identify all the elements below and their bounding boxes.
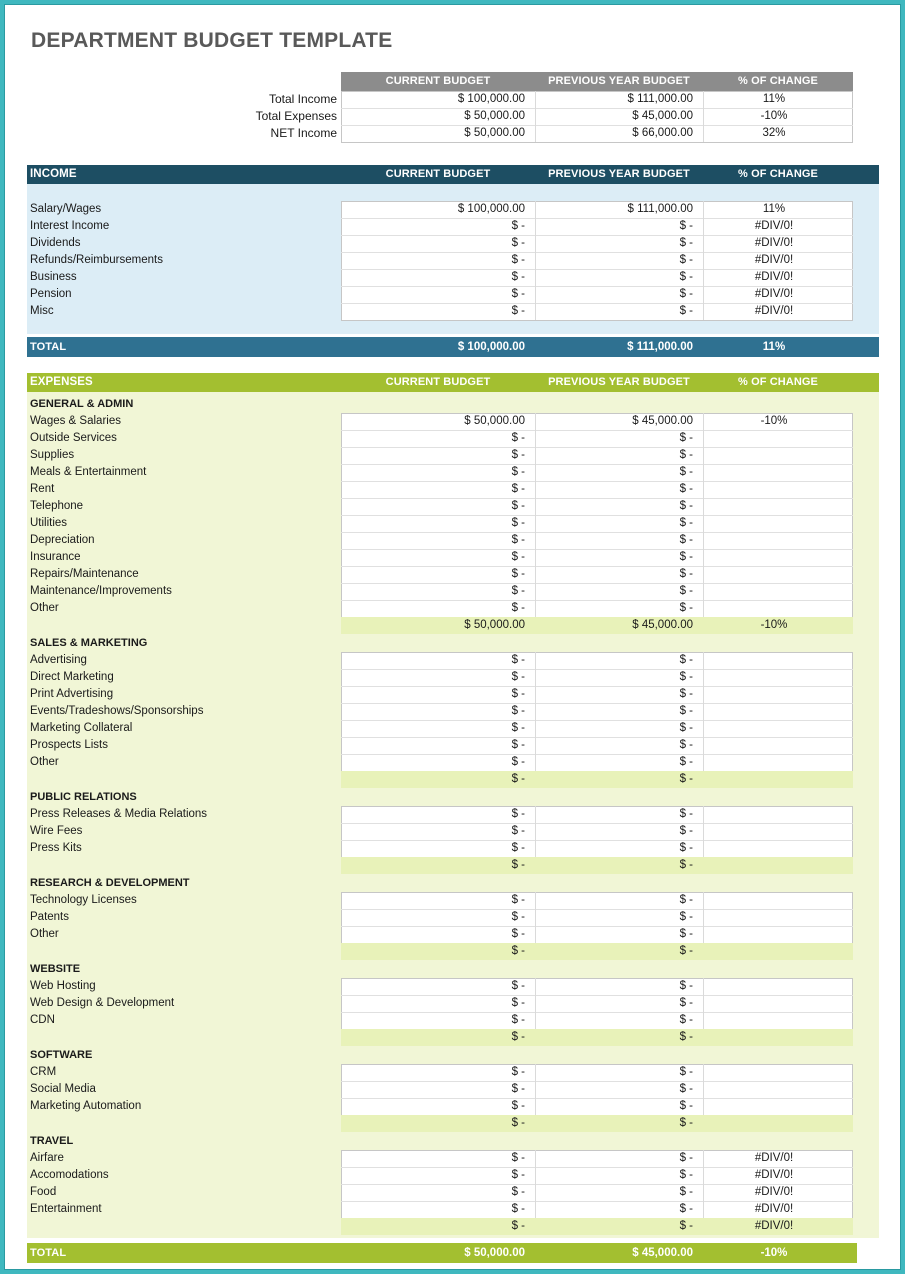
previous-budget-cell[interactable]: $ -: [679, 1100, 693, 1112]
expense-row-label: Print Advertising: [30, 688, 114, 700]
percent-change-cell: -10%: [760, 1247, 788, 1259]
expense-category-heading: PUBLIC RELATIONS: [30, 791, 137, 803]
current-budget-cell[interactable]: $ -: [511, 1066, 525, 1078]
expense-row-label: Accomodations: [30, 1169, 109, 1181]
percent-change-cell: [703, 720, 845, 737]
previous-budget-cell[interactable]: $ -: [679, 1014, 693, 1026]
previous-budget-cell[interactable]: $ -: [679, 705, 693, 717]
income-row-label: Refunds/Reimbursements: [30, 254, 163, 266]
current-budget-cell[interactable]: $ -: [511, 237, 525, 249]
percent-change-cell: #DIV/0!: [754, 288, 794, 300]
percent-change-cell: [703, 515, 845, 532]
previous-budget-cell[interactable]: $ -: [679, 1169, 693, 1181]
expense-category-heading: WEBSITE: [30, 963, 81, 975]
income-row-label: Salary/Wages: [30, 203, 102, 215]
percent-change-cell: [703, 549, 845, 566]
column-header-previous: PREVIOUS YEAR BUDGET: [548, 75, 690, 87]
percent-change-cell: [703, 652, 845, 669]
previous-budget-cell[interactable]: $ -: [679, 237, 693, 249]
column-header-previous: PREVIOUS YEAR BUDGET: [548, 376, 690, 388]
current-budget-cell[interactable]: $ -: [511, 305, 525, 317]
current-budget-cell: $ -: [511, 859, 525, 871]
column-header-previous: PREVIOUS YEAR BUDGET: [548, 168, 690, 180]
current-budget-cell[interactable]: $ -: [511, 500, 525, 512]
percent-change-cell: 11%: [762, 341, 786, 353]
expense-category-heading: SALES & MARKETING: [30, 637, 148, 649]
current-budget-cell[interactable]: $ -: [511, 517, 525, 529]
percent-change-cell: [703, 1081, 845, 1098]
expense-row-label: Web Hosting: [30, 980, 96, 992]
expense-category-heading: RESEARCH & DEVELOPMENT: [30, 877, 190, 889]
current-budget-cell[interactable]: $ -: [511, 739, 525, 751]
previous-budget-cell[interactable]: $ -: [679, 1152, 693, 1164]
income-row-label: Dividends: [30, 237, 81, 249]
previous-budget-cell[interactable]: $ -: [679, 1186, 693, 1198]
current-budget-cell[interactable]: $ -: [511, 997, 525, 1009]
current-budget-cell[interactable]: $ -: [511, 568, 525, 580]
expense-row-label: Other: [30, 756, 59, 768]
expense-row-label: Utilities: [30, 517, 68, 529]
previous-budget-cell: $ -: [679, 1220, 693, 1232]
column-header-current: CURRENT BUDGET: [385, 75, 491, 87]
current-budget-cell[interactable]: $ -: [511, 911, 525, 923]
percent-change-cell: [703, 669, 845, 686]
current-budget-cell[interactable]: $ -: [511, 466, 525, 478]
column-header-change: % OF CHANGE: [738, 376, 818, 388]
previous-budget-cell: $ 45,000.00: [632, 619, 693, 631]
current-budget-cell[interactable]: $ -: [511, 585, 525, 597]
percent-change-cell: 11%: [762, 93, 786, 105]
expense-row-label: Entertainment: [30, 1203, 102, 1215]
percent-change-cell: [703, 892, 845, 909]
previous-budget-cell: $ -: [679, 859, 693, 871]
previous-budget-cell[interactable]: $ -: [679, 483, 693, 495]
percent-change-cell: #DIV/0!: [754, 1220, 794, 1232]
previous-budget-cell[interactable]: $ -: [679, 517, 693, 529]
previous-budget-cell[interactable]: $ -: [679, 585, 693, 597]
percent-change-cell: -10%: [760, 415, 788, 427]
previous-budget-cell[interactable]: $ -: [679, 825, 693, 837]
percent-change-cell: [703, 583, 845, 600]
previous-budget-cell[interactable]: $ 111,000.00: [627, 93, 693, 105]
current-budget-cell[interactable]: $ -: [511, 756, 525, 768]
percent-change-cell: #DIV/0!: [754, 254, 794, 266]
current-budget-cell[interactable]: $ 50,000.00: [464, 110, 525, 122]
previous-budget-cell[interactable]: $ -: [679, 980, 693, 992]
expense-row-label: Marketing Collateral: [30, 722, 133, 734]
previous-budget-cell[interactable]: $ 45,000.00: [632, 110, 693, 122]
current-budget-cell[interactable]: $ -: [511, 449, 525, 461]
previous-budget-cell[interactable]: $ -: [679, 654, 693, 666]
summary-row-label: Total Income: [268, 92, 337, 106]
current-budget-cell[interactable]: $ -: [511, 1169, 525, 1181]
previous-budget-cell: $ -: [679, 1031, 693, 1043]
income-row-label: Business: [30, 271, 77, 283]
percent-change-cell: [703, 978, 845, 995]
current-budget-cell[interactable]: $ 100,000.00: [457, 203, 525, 215]
current-budget-cell[interactable]: $ -: [511, 1083, 525, 1095]
summary-row-label: NET Income: [270, 126, 337, 140]
expense-row-label: Wages & Salaries: [30, 415, 121, 427]
percent-change-cell: 11%: [762, 203, 786, 215]
percent-change-cell: #DIV/0!: [754, 237, 794, 249]
expense-category-heading: SOFTWARE: [30, 1049, 93, 1061]
previous-budget-cell[interactable]: $ -: [679, 288, 693, 300]
current-budget-cell: $ -: [511, 945, 525, 957]
income-section-title: INCOME: [30, 168, 77, 180]
percent-change-cell: [703, 823, 845, 840]
percent-change-cell: [703, 703, 845, 720]
previous-budget-cell[interactable]: $ -: [679, 928, 693, 940]
previous-budget-cell[interactable]: $ -: [679, 911, 693, 923]
current-budget-cell[interactable]: $ -: [511, 842, 525, 854]
current-budget-cell[interactable]: $ -: [511, 825, 525, 837]
previous-budget-cell[interactable]: $ -: [679, 1203, 693, 1215]
current-budget-cell[interactable]: $ -: [511, 551, 525, 563]
percent-change-cell: [703, 447, 845, 464]
expenses-total-label: TOTAL: [30, 1247, 67, 1259]
percent-change-cell: [703, 600, 845, 617]
percent-change-cell: [703, 464, 845, 481]
expense-row-label: Repairs/Maintenance: [30, 568, 139, 580]
income-row-label: Interest Income: [30, 220, 110, 232]
previous-budget-cell[interactable]: $ -: [679, 688, 693, 700]
percent-change-cell: #DIV/0!: [754, 1152, 794, 1164]
current-budget-cell[interactable]: $ -: [511, 1100, 525, 1112]
previous-budget-cell[interactable]: $ -: [679, 534, 693, 546]
percent-change-cell: [703, 857, 845, 874]
current-budget-cell[interactable]: $ -: [511, 602, 525, 614]
previous-budget-cell[interactable]: $ -: [679, 466, 693, 478]
expense-row-label: Technology Licenses: [30, 894, 137, 906]
previous-budget-cell[interactable]: $ -: [679, 722, 693, 734]
previous-budget-cell[interactable]: $ -: [679, 305, 693, 317]
expenses-section-title: EXPENSES: [30, 376, 93, 388]
expense-category-heading: TRAVEL: [30, 1135, 74, 1147]
percent-change-cell: [703, 737, 845, 754]
percent-change-cell: [703, 840, 845, 857]
current-budget-cell: $ 100,000.00: [457, 341, 525, 353]
current-budget-cell[interactable]: $ -: [511, 271, 525, 283]
expense-row-label: Maintenance/Improvements: [30, 585, 172, 597]
percent-change-cell: [703, 754, 845, 771]
expense-row-label: Events/Tradeshows/Sponsorships: [30, 705, 204, 717]
previous-budget-cell[interactable]: $ -: [679, 432, 693, 444]
expense-row-label: Airfare: [30, 1152, 64, 1164]
expense-row-label: Insurance: [30, 551, 81, 563]
previous-budget-cell: $ 111,000.00: [627, 341, 693, 353]
previous-budget-cell: $ -: [679, 773, 693, 785]
expense-row-label: Telephone: [30, 500, 84, 512]
previous-budget-cell[interactable]: $ -: [679, 808, 693, 820]
expense-row-label: Web Design & Development: [30, 997, 175, 1009]
current-budget-cell: $ 50,000.00: [464, 619, 525, 631]
percent-change-cell: [703, 806, 845, 823]
previous-budget-cell[interactable]: $ -: [679, 568, 693, 580]
expense-row-label: Meals & Entertainment: [30, 466, 147, 478]
expense-row-label: Wire Fees: [30, 825, 83, 837]
summary-row-label: Total Expenses: [255, 109, 337, 123]
current-budget-cell[interactable]: $ -: [511, 254, 525, 266]
previous-budget-cell[interactable]: $ -: [679, 271, 693, 283]
percent-change-cell: [703, 1115, 845, 1132]
previous-budget-cell[interactable]: $ -: [679, 254, 693, 266]
previous-budget-cell: $ 45,000.00: [632, 1247, 693, 1259]
previous-budget-cell[interactable]: $ -: [679, 551, 693, 563]
current-budget-cell: $ -: [511, 773, 525, 785]
percent-change-cell: [703, 909, 845, 926]
previous-budget-cell[interactable]: $ -: [679, 220, 693, 232]
current-budget-cell[interactable]: $ -: [511, 432, 525, 444]
income-row-label: Pension: [30, 288, 72, 300]
current-budget-cell[interactable]: $ -: [511, 483, 525, 495]
percent-change-cell: -10%: [760, 619, 788, 631]
current-budget-cell[interactable]: $ -: [511, 534, 525, 546]
percent-change-cell: [703, 1029, 845, 1046]
current-budget-cell[interactable]: $ -: [511, 722, 525, 734]
percent-change-cell: [703, 995, 845, 1012]
percent-change-cell: #DIV/0!: [754, 1186, 794, 1198]
current-budget-cell[interactable]: $ 50,000.00: [464, 127, 525, 139]
current-budget-cell[interactable]: $ -: [511, 1152, 525, 1164]
previous-budget-cell[interactable]: $ -: [679, 671, 693, 683]
percent-change-cell: [703, 926, 845, 943]
current-budget-cell[interactable]: $ -: [511, 1014, 525, 1026]
current-budget-cell[interactable]: $ -: [511, 894, 525, 906]
current-budget-cell[interactable]: $ -: [511, 705, 525, 717]
expense-row-label: Prospects Lists: [30, 739, 108, 751]
percent-change-cell: [703, 686, 845, 703]
previous-budget-cell[interactable]: $ -: [679, 739, 693, 751]
expense-row-label: Outside Services: [30, 432, 117, 444]
previous-budget-cell: $ -: [679, 945, 693, 957]
previous-budget-cell[interactable]: $ -: [679, 756, 693, 768]
current-budget-cell: $ -: [511, 1117, 525, 1129]
percent-change-cell: -10%: [760, 110, 788, 122]
current-budget-cell[interactable]: $ -: [511, 220, 525, 232]
percent-change-cell: #DIV/0!: [754, 1169, 794, 1181]
expense-row-label: CRM: [30, 1066, 57, 1078]
percent-change-cell: [703, 1064, 845, 1081]
previous-budget-cell[interactable]: $ 45,000.00: [632, 415, 693, 427]
income-row-label: Misc: [30, 305, 54, 317]
expense-row-label: Direct Marketing: [30, 671, 114, 683]
percent-change-cell: #DIV/0!: [754, 220, 794, 232]
current-budget-cell: $ -: [511, 1220, 525, 1232]
percent-change-cell: [703, 566, 845, 583]
percent-change-cell: #DIV/0!: [754, 305, 794, 317]
percent-change-cell: 32%: [762, 127, 786, 139]
expense-row-label: Patents: [30, 911, 69, 923]
expense-row-label: Food: [30, 1186, 57, 1198]
current-budget-cell: $ 50,000.00: [464, 1247, 525, 1259]
column-header-change: % OF CHANGE: [738, 75, 818, 87]
expense-row-label: Press Kits: [30, 842, 82, 854]
expense-row-label: CDN: [30, 1014, 55, 1026]
previous-budget-cell[interactable]: $ -: [679, 500, 693, 512]
current-budget-cell[interactable]: $ -: [511, 654, 525, 666]
current-budget-cell[interactable]: $ -: [511, 688, 525, 700]
percent-change-cell: #DIV/0!: [754, 1203, 794, 1215]
column-header-change: % OF CHANGE: [738, 168, 818, 180]
percent-change-cell: [703, 498, 845, 515]
percent-change-cell: #DIV/0!: [754, 271, 794, 283]
current-budget-cell[interactable]: $ -: [511, 980, 525, 992]
expense-row-label: Marketing Automation: [30, 1100, 142, 1112]
previous-budget-cell[interactable]: $ 66,000.00: [632, 127, 693, 139]
current-budget-cell[interactable]: $ -: [511, 808, 525, 820]
column-header-current: CURRENT BUDGET: [385, 168, 491, 180]
previous-budget-cell[interactable]: $ -: [679, 449, 693, 461]
previous-budget-cell[interactable]: $ -: [679, 602, 693, 614]
percent-change-cell: [703, 1098, 845, 1115]
current-budget-cell[interactable]: $ -: [511, 1186, 525, 1198]
expense-category-heading: GENERAL & ADMIN: [30, 398, 134, 410]
expense-row-label: Other: [30, 928, 59, 940]
expense-row-label: Supplies: [30, 449, 75, 461]
previous-budget-cell[interactable]: $ -: [679, 894, 693, 906]
previous-budget-cell[interactable]: $ -: [679, 1083, 693, 1095]
percent-change-cell: [703, 771, 845, 788]
expense-row-label: Advertising: [30, 654, 87, 666]
column-header-current: CURRENT BUDGET: [385, 376, 491, 388]
previous-budget-cell[interactable]: $ -: [679, 997, 693, 1009]
current-budget-cell[interactable]: $ 100,000.00: [457, 93, 525, 105]
expense-row-label: Social Media: [30, 1083, 96, 1095]
expense-row-label: Depreciation: [30, 534, 95, 546]
previous-budget-cell: $ -: [679, 1117, 693, 1129]
previous-budget-cell[interactable]: $ -: [679, 842, 693, 854]
percent-change-cell: [703, 943, 845, 960]
current-budget-cell: $ -: [511, 1031, 525, 1043]
current-budget-cell[interactable]: $ -: [511, 288, 525, 300]
current-budget-cell[interactable]: $ 50,000.00: [464, 415, 525, 427]
current-budget-cell[interactable]: $ -: [511, 1203, 525, 1215]
percent-change-cell: [703, 1012, 845, 1029]
page-title: DEPARTMENT BUDGET TEMPLATE: [31, 29, 393, 52]
spreadsheet-page: [4, 4, 901, 1270]
previous-budget-cell[interactable]: $ -: [679, 1066, 693, 1078]
current-budget-cell[interactable]: $ -: [511, 671, 525, 683]
expense-row-label: Other: [30, 602, 59, 614]
expense-row-label: Press Releases & Media Relations: [30, 808, 208, 820]
percent-change-cell: [703, 532, 845, 549]
current-budget-cell[interactable]: $ -: [511, 928, 525, 940]
previous-budget-cell[interactable]: $ 111,000.00: [627, 203, 693, 215]
expense-row-label: Rent: [30, 483, 55, 495]
percent-change-cell: [703, 481, 845, 498]
percent-change-cell: [703, 430, 845, 447]
income-total-label: TOTAL: [30, 341, 67, 353]
